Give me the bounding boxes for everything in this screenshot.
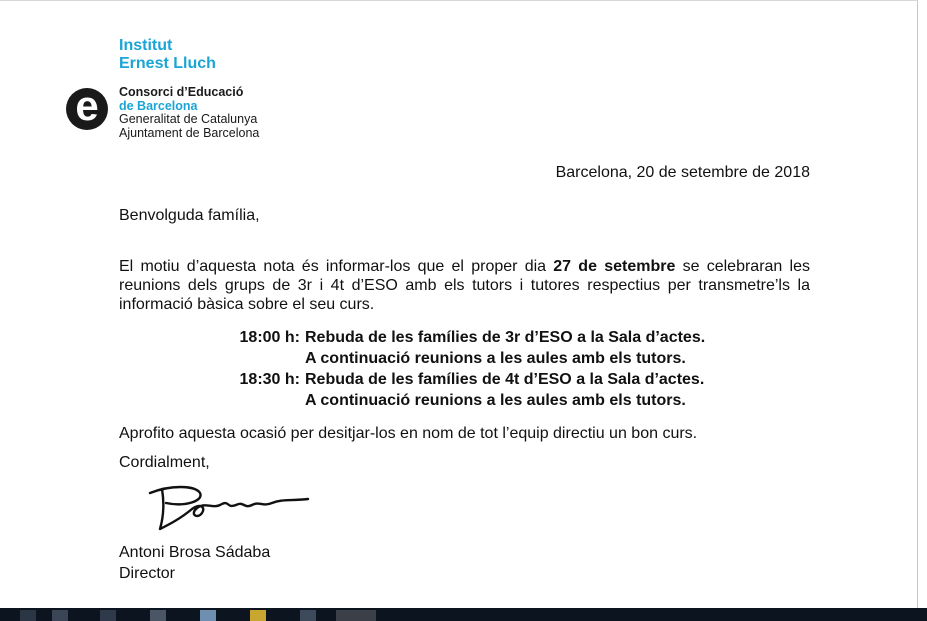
taskview-icon[interactable] bbox=[100, 610, 116, 621]
letter-date: Barcelona, 20 de setembre de 2018 bbox=[555, 164, 810, 181]
consorci-line4: Ajuntament de Barcelona bbox=[119, 125, 260, 140]
explorer-icon[interactable] bbox=[200, 610, 216, 621]
vertical-scrollbar[interactable] bbox=[919, 0, 927, 608]
consorci-logo-icon: e bbox=[66, 88, 108, 130]
signer-title: Director bbox=[119, 565, 176, 582]
app-icon[interactable] bbox=[300, 610, 316, 621]
paragraph-date-bold: 27 de setembre bbox=[553, 258, 676, 275]
institute-name bbox=[119, 37, 216, 73]
institute-name-line1: Institut bbox=[119, 37, 173, 54]
consorci-block bbox=[119, 86, 259, 140]
letter-paragraph bbox=[119, 257, 810, 314]
letter-salutation: Cordialment, bbox=[119, 454, 210, 471]
schedule-block bbox=[230, 327, 830, 411]
taskbar bbox=[0, 608, 927, 621]
schedule-line: A continuació reunions a les aules amb els tutors. bbox=[305, 392, 686, 409]
pdf-reader-icon[interactable] bbox=[336, 610, 376, 621]
paragraph-text-end: se celebraran les reunions dels grups de 3r i 4t d’ESO amb els tutors i tutores respectius per transmetre’ls la informació bàsica sobre el seu curs. bbox=[119, 258, 810, 313]
letter-greeting: Benvolguda família, bbox=[119, 207, 260, 224]
institute-name-line2: Ernest Lluch bbox=[119, 55, 216, 72]
consorci-line2: de Barcelona bbox=[119, 98, 198, 113]
browser-icon[interactable] bbox=[150, 610, 166, 621]
paragraph-text-start: El motiu d’aquesta nota és informar-los que el proper dia bbox=[119, 258, 554, 275]
consorci-line3: Generalitat de Catalunya bbox=[119, 112, 258, 126]
schedule-line: Rebuda de les famílies de 4t d’ESO a la Sala d’actes. bbox=[305, 371, 705, 388]
start-icon[interactable] bbox=[20, 610, 36, 621]
signature-image bbox=[140, 479, 315, 534]
schedule-line: A continuació reunions a les aules amb els tutors. bbox=[305, 350, 686, 367]
schedule-time: 18:00 h: bbox=[239, 329, 300, 346]
search-icon[interactable] bbox=[52, 610, 68, 621]
consorci-line1: Consorci d’Educació bbox=[119, 85, 244, 99]
schedule-time: 18:30 h: bbox=[239, 371, 300, 388]
signer-name: Antoni Brosa Sádaba bbox=[119, 544, 271, 561]
schedule-line: Rebuda de les famílies de 3r d’ESO a la Sala d’actes. bbox=[305, 329, 706, 346]
letter-closing: Aprofito aquesta ocasió per desitjar-los en nom de tot l’equip directiu un bon curs. bbox=[119, 425, 698, 442]
folder-icon[interactable] bbox=[250, 610, 266, 621]
